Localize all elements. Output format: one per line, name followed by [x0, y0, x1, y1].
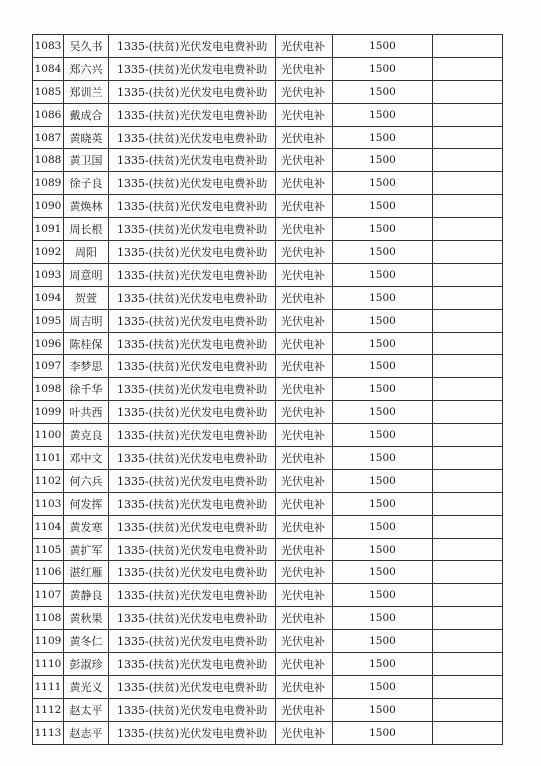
subsidy-item: 1335-(扶贫)光伏发电电费补助 — [109, 355, 276, 378]
remark-cell — [433, 721, 503, 744]
subsidy-item: 1335-(扶贫)光伏发电电费补助 — [109, 447, 276, 470]
subsidy-type: 光伏电补 — [276, 378, 333, 401]
row-number: 1091 — [33, 218, 64, 241]
remark-cell — [433, 653, 503, 676]
recipient-name: 周吉明 — [64, 309, 109, 332]
table-row — [33, 218, 503, 241]
remark-cell — [433, 218, 503, 241]
subsidy-amount: 1500 — [333, 286, 433, 309]
remark-cell — [433, 561, 503, 584]
recipient-name: 黄秋果 — [64, 607, 109, 630]
row-number: 1090 — [33, 195, 64, 218]
row-number: 1105 — [33, 538, 64, 561]
row-number: 1094 — [33, 286, 64, 309]
subsidy-item: 1335-(扶贫)光伏发电电费补助 — [109, 630, 276, 653]
row-number: 1095 — [33, 309, 64, 332]
subsidy-type: 光伏电补 — [276, 424, 333, 447]
recipient-name: 赵太平 — [64, 698, 109, 721]
remark-cell — [433, 35, 503, 58]
subsidy-item: 1335-(扶贫)光伏发电电费补助 — [109, 469, 276, 492]
subsidy-type: 光伏电补 — [276, 57, 333, 80]
recipient-name: 郑六兴 — [64, 57, 109, 80]
recipient-name: 彭淑珍 — [64, 653, 109, 676]
subsidy-amount: 1500 — [333, 607, 433, 630]
table-row — [33, 424, 503, 447]
subsidy-item: 1335-(扶贫)光伏发电电费补助 — [109, 538, 276, 561]
table-row — [33, 332, 503, 355]
subsidy-item: 1335-(扶贫)光伏发电电费补助 — [109, 332, 276, 355]
subsidy-type: 光伏电补 — [276, 584, 333, 607]
row-number: 1101 — [33, 447, 64, 470]
subsidy-item: 1335-(扶贫)光伏发电电费补助 — [109, 241, 276, 264]
row-number: 1111 — [33, 675, 64, 698]
remark-cell — [433, 492, 503, 515]
table-row — [33, 149, 503, 172]
table-row — [33, 492, 503, 515]
subsidy-type: 光伏电补 — [276, 35, 333, 58]
table-row — [33, 126, 503, 149]
subsidy-amount: 1500 — [333, 378, 433, 401]
row-number: 1089 — [33, 172, 64, 195]
remark-cell — [433, 675, 503, 698]
table-row — [33, 469, 503, 492]
recipient-name: 邓中文 — [64, 447, 109, 470]
recipient-name: 何六兵 — [64, 469, 109, 492]
subsidy-type: 光伏电补 — [276, 218, 333, 241]
subsidy-item: 1335-(扶贫)光伏发电电费补助 — [109, 561, 276, 584]
row-number: 1088 — [33, 149, 64, 172]
subsidy-amount: 1500 — [333, 57, 433, 80]
subsidy-amount: 1500 — [333, 584, 433, 607]
recipient-name: 黄冬仁 — [64, 630, 109, 653]
subsidy-type: 光伏电补 — [276, 447, 333, 470]
row-number: 1085 — [33, 80, 64, 103]
remark-cell — [433, 538, 503, 561]
subsidy-amount: 1500 — [333, 424, 433, 447]
table-row — [33, 35, 503, 58]
subsidy-type: 光伏电补 — [276, 286, 333, 309]
remark-cell — [433, 698, 503, 721]
remark-cell — [433, 286, 503, 309]
subsidy-amount: 1500 — [333, 241, 433, 264]
recipient-name: 黄卫国 — [64, 149, 109, 172]
subsidy-amount: 1500 — [333, 332, 433, 355]
subsidy-table-body — [33, 35, 503, 745]
recipient-name: 叶共西 — [64, 401, 109, 424]
row-number: 1102 — [33, 469, 64, 492]
table-row — [33, 103, 503, 126]
table-row — [33, 653, 503, 676]
subsidy-amount: 1500 — [333, 469, 433, 492]
subsidy-amount: 1500 — [333, 126, 433, 149]
table-row — [33, 721, 503, 744]
subsidy-item: 1335-(扶贫)光伏发电电费补助 — [109, 126, 276, 149]
remark-cell — [433, 103, 503, 126]
subsidy-amount: 1500 — [333, 80, 433, 103]
subsidy-amount: 1500 — [333, 103, 433, 126]
table-row — [33, 286, 503, 309]
row-number: 1093 — [33, 263, 64, 286]
subsidy-type: 光伏电补 — [276, 355, 333, 378]
recipient-name: 黄焕林 — [64, 195, 109, 218]
remark-cell — [433, 332, 503, 355]
table-row — [33, 241, 503, 264]
subsidy-type: 光伏电补 — [276, 538, 333, 561]
table-row — [33, 401, 503, 424]
recipient-name: 郑训兰 — [64, 80, 109, 103]
remark-cell — [433, 172, 503, 195]
recipient-name: 黄发寒 — [64, 515, 109, 538]
subsidy-item: 1335-(扶贫)光伏发电电费补助 — [109, 195, 276, 218]
subsidy-type: 光伏电补 — [276, 309, 333, 332]
subsidy-type: 光伏电补 — [276, 469, 333, 492]
row-number: 1107 — [33, 584, 64, 607]
subsidy-type: 光伏电补 — [276, 332, 333, 355]
subsidy-item: 1335-(扶贫)光伏发电电费补助 — [109, 698, 276, 721]
row-number: 1087 — [33, 126, 64, 149]
subsidy-type: 光伏电补 — [276, 630, 333, 653]
remark-cell — [433, 195, 503, 218]
subsidy-item: 1335-(扶贫)光伏发电电费补助 — [109, 424, 276, 447]
subsidy-type: 光伏电补 — [276, 149, 333, 172]
subsidy-type: 光伏电补 — [276, 172, 333, 195]
subsidy-type: 光伏电补 — [276, 195, 333, 218]
remark-cell — [433, 57, 503, 80]
recipient-name: 吴久书 — [64, 35, 109, 58]
remark-cell — [433, 515, 503, 538]
subsidy-type: 光伏电补 — [276, 698, 333, 721]
row-number: 1098 — [33, 378, 64, 401]
subsidy-item: 1335-(扶贫)光伏发电电费补助 — [109, 515, 276, 538]
row-number: 1106 — [33, 561, 64, 584]
subsidy-item: 1335-(扶贫)光伏发电电费补助 — [109, 103, 276, 126]
recipient-name: 徐子良 — [64, 172, 109, 195]
table-row — [33, 378, 503, 401]
row-number: 1097 — [33, 355, 64, 378]
row-number: 1092 — [33, 241, 64, 264]
subsidy-item: 1335-(扶贫)光伏发电电费补助 — [109, 263, 276, 286]
recipient-name: 周阳 — [64, 241, 109, 264]
recipient-name: 周意明 — [64, 263, 109, 286]
recipient-name: 陈桂保 — [64, 332, 109, 355]
subsidy-item: 1335-(扶贫)光伏发电电费补助 — [109, 607, 276, 630]
subsidy-item: 1335-(扶贫)光伏发电电费补助 — [109, 218, 276, 241]
recipient-name: 湛红雁 — [64, 561, 109, 584]
subsidy-type: 光伏电补 — [276, 126, 333, 149]
subsidy-item: 1335-(扶贫)光伏发电电费补助 — [109, 653, 276, 676]
subsidy-amount: 1500 — [333, 195, 433, 218]
recipient-name: 黄晓英 — [64, 126, 109, 149]
row-number: 1108 — [33, 607, 64, 630]
subsidy-item: 1335-(扶贫)光伏发电电费补助 — [109, 57, 276, 80]
subsidy-type: 光伏电补 — [276, 721, 333, 744]
remark-cell — [433, 149, 503, 172]
subsidy-amount: 1500 — [333, 309, 433, 332]
remark-cell — [433, 584, 503, 607]
row-number: 1103 — [33, 492, 64, 515]
subsidy-item: 1335-(扶贫)光伏发电电费补助 — [109, 80, 276, 103]
subsidy-item: 1335-(扶贫)光伏发电电费补助 — [109, 492, 276, 515]
table-row — [33, 172, 503, 195]
table-row — [33, 263, 503, 286]
remark-cell — [433, 607, 503, 630]
subsidy-item: 1335-(扶贫)光伏发电电费补助 — [109, 378, 276, 401]
table-row — [33, 447, 503, 470]
subsidy-type: 光伏电补 — [276, 263, 333, 286]
row-number: 1096 — [33, 332, 64, 355]
subsidy-type: 光伏电补 — [276, 401, 333, 424]
table-row — [33, 515, 503, 538]
remark-cell — [433, 469, 503, 492]
table-row — [33, 698, 503, 721]
remark-cell — [433, 126, 503, 149]
subsidy-type: 光伏电补 — [276, 80, 333, 103]
subsidy-type: 光伏电补 — [276, 103, 333, 126]
subsidy-item: 1335-(扶贫)光伏发电电费补助 — [109, 172, 276, 195]
table-row — [33, 675, 503, 698]
subsidy-type: 光伏电补 — [276, 515, 333, 538]
remark-cell — [433, 401, 503, 424]
subsidy-item: 1335-(扶贫)光伏发电电费补助 — [109, 401, 276, 424]
subsidy-amount: 1500 — [333, 492, 433, 515]
remark-cell — [433, 241, 503, 264]
subsidy-item: 1335-(扶贫)光伏发电电费补助 — [109, 149, 276, 172]
subsidy-amount: 1500 — [333, 172, 433, 195]
subsidy-amount: 1500 — [333, 355, 433, 378]
subsidy-amount: 1500 — [333, 515, 433, 538]
table-row — [33, 309, 503, 332]
remark-cell — [433, 378, 503, 401]
subsidy-type: 光伏电补 — [276, 241, 333, 264]
recipient-name: 周长根 — [64, 218, 109, 241]
recipient-name: 李梦思 — [64, 355, 109, 378]
recipient-name: 何发挥 — [64, 492, 109, 515]
recipient-name: 戴成合 — [64, 103, 109, 126]
row-number: 1099 — [33, 401, 64, 424]
table-row — [33, 355, 503, 378]
subsidy-amount: 1500 — [333, 698, 433, 721]
row-number: 1083 — [33, 35, 64, 58]
subsidy-amount: 1500 — [333, 149, 433, 172]
row-number: 1104 — [33, 515, 64, 538]
recipient-name: 赵志平 — [64, 721, 109, 744]
subsidy-amount: 1500 — [333, 218, 433, 241]
remark-cell — [433, 424, 503, 447]
row-number: 1113 — [33, 721, 64, 744]
subsidy-item: 1335-(扶贫)光伏发电电费补助 — [109, 721, 276, 744]
remark-cell — [433, 263, 503, 286]
table-row — [33, 195, 503, 218]
table-row — [33, 630, 503, 653]
subsidy-amount: 1500 — [333, 263, 433, 286]
table-row — [33, 80, 503, 103]
table-row — [33, 538, 503, 561]
recipient-name: 黄克良 — [64, 424, 109, 447]
subsidy-amount: 1500 — [333, 675, 433, 698]
recipient-name: 黄静良 — [64, 584, 109, 607]
recipient-name: 黄光义 — [64, 675, 109, 698]
subsidy-type: 光伏电补 — [276, 675, 333, 698]
table-row — [33, 561, 503, 584]
subsidy-item: 1335-(扶贫)光伏发电电费补助 — [109, 675, 276, 698]
row-number: 1110 — [33, 653, 64, 676]
recipient-name: 黄扩军 — [64, 538, 109, 561]
subsidy-type: 光伏电补 — [276, 607, 333, 630]
row-number: 1084 — [33, 57, 64, 80]
subsidy-amount: 1500 — [333, 35, 433, 58]
subsidy-item: 1335-(扶贫)光伏发电电费补助 — [109, 584, 276, 607]
recipient-name: 贺萱 — [64, 286, 109, 309]
row-number: 1112 — [33, 698, 64, 721]
subsidy-item: 1335-(扶贫)光伏发电电费补助 — [109, 286, 276, 309]
subsidy-type: 光伏电补 — [276, 492, 333, 515]
table-row — [33, 57, 503, 80]
subsidy-amount: 1500 — [333, 447, 433, 470]
subsidy-item: 1335-(扶贫)光伏发电电费补助 — [109, 35, 276, 58]
remark-cell — [433, 630, 503, 653]
remark-cell — [433, 309, 503, 332]
subsidy-amount: 1500 — [333, 653, 433, 676]
subsidy-item: 1335-(扶贫)光伏发电电费补助 — [109, 309, 276, 332]
table-row — [33, 584, 503, 607]
subsidy-type: 光伏电补 — [276, 653, 333, 676]
remark-cell — [433, 355, 503, 378]
subsidy-amount: 1500 — [333, 561, 433, 584]
subsidy-amount: 1500 — [333, 721, 433, 744]
subsidy-amount: 1500 — [333, 630, 433, 653]
recipient-name: 徐千华 — [64, 378, 109, 401]
row-number: 1109 — [33, 630, 64, 653]
row-number: 1086 — [33, 103, 64, 126]
table-row — [33, 607, 503, 630]
remark-cell — [433, 447, 503, 470]
subsidy-amount: 1500 — [333, 401, 433, 424]
remark-cell — [433, 80, 503, 103]
row-number: 1100 — [33, 424, 64, 447]
subsidy-type: 光伏电补 — [276, 561, 333, 584]
subsidy-table — [32, 34, 503, 745]
subsidy-amount: 1500 — [333, 538, 433, 561]
